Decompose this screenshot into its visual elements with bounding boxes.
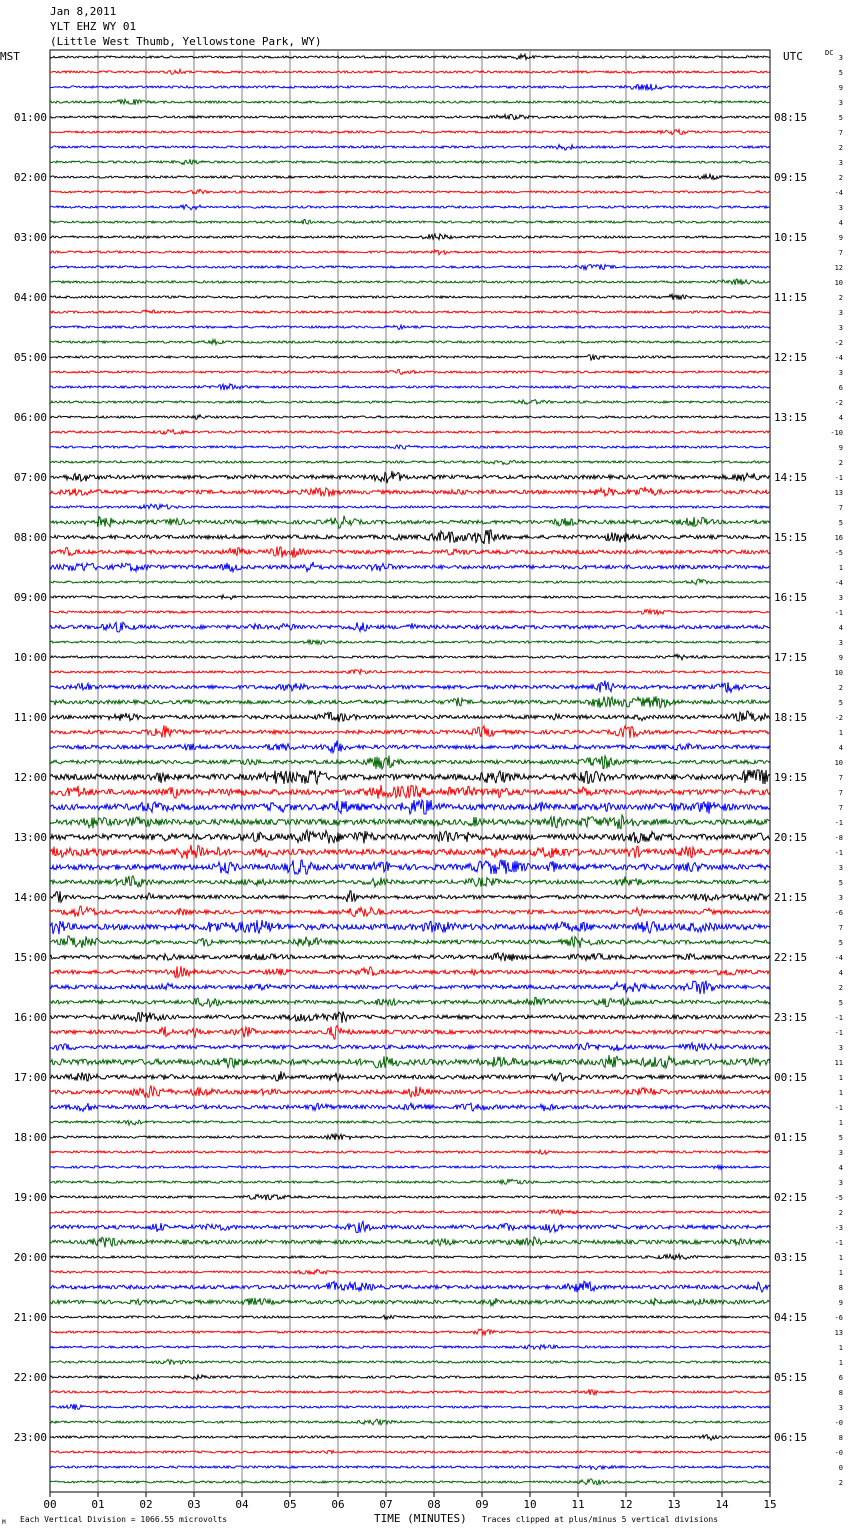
dc-offset-value: 13 (834, 489, 843, 497)
trace-line (50, 69, 770, 74)
trace-line (50, 1329, 770, 1335)
trace-line (50, 516, 770, 529)
trace-line (50, 785, 770, 799)
dc-offset-value: 5 (838, 69, 843, 77)
dc-offset-value: 2 (838, 459, 843, 467)
dc-offset-value: 1 (838, 729, 843, 737)
trace-line (50, 220, 770, 225)
trace-line (50, 1345, 770, 1350)
utc-hour-label: 08:15 (774, 111, 808, 124)
dc-offset-value: 3 (838, 639, 843, 647)
mst-hour-label: 07:00 (13, 471, 47, 484)
utc-hour-label: 09:15 (774, 171, 808, 184)
dc-offset-value: 7 (838, 924, 843, 932)
dc-offset-value: -0 (834, 1449, 843, 1457)
dc-offset-value: 3 (838, 309, 843, 317)
x-tick-label: 11 (571, 1498, 585, 1511)
dc-offset-value: 1 (838, 1359, 843, 1367)
dc-offset-value: 8 (838, 1434, 843, 1442)
dc-offset-value: 3 (838, 594, 843, 602)
mst-hour-label: 22:00 (13, 1371, 47, 1384)
trace-line (50, 860, 770, 874)
dc-offset-value: 3 (838, 159, 843, 167)
dc-offset-value: 7 (838, 789, 843, 797)
mst-hour-label: 20:00 (13, 1251, 47, 1264)
dc-offset-value: 7 (838, 129, 843, 137)
utc-hour-label: 00:15 (774, 1071, 808, 1084)
trace-line (50, 294, 770, 299)
dc-offset-value: -1 (834, 474, 843, 482)
dc-offset-value: 7 (838, 804, 843, 812)
mst-hour-label: 09:00 (13, 591, 47, 604)
dc-offset-value: -2 (834, 339, 843, 347)
dc-offset-value: 9 (838, 654, 843, 662)
utc-hour-label: 14:15 (774, 471, 808, 484)
trace-line (50, 264, 770, 269)
trace-line (50, 562, 770, 572)
trace-line (50, 1237, 770, 1248)
utc-hour-label: 03:15 (774, 1251, 808, 1264)
trace-line (50, 547, 770, 558)
mst-hour-label: 19:00 (13, 1191, 47, 1204)
trace-line (50, 145, 770, 151)
trace-line (50, 460, 770, 464)
trace-line (50, 1281, 770, 1292)
trace-line (50, 920, 770, 934)
trace-line (50, 640, 770, 645)
dc-offset-value: 8 (838, 1389, 843, 1397)
trace-line (50, 1150, 770, 1154)
dc-offset-value: 3 (838, 324, 843, 332)
utc-hour-label: 04:15 (774, 1311, 808, 1324)
dc-offset-value: 3 (838, 369, 843, 377)
trace-line (50, 159, 770, 164)
trace-line (50, 1221, 770, 1232)
trace-line (50, 610, 770, 615)
trace-line (50, 130, 770, 135)
dc-offset-value: 1 (838, 1119, 843, 1127)
dc-offset-value: 5 (838, 1134, 843, 1142)
trace-line (50, 1389, 770, 1395)
trace-line (50, 966, 770, 978)
dc-offset-value: 5 (838, 879, 843, 887)
dc-offset-value: 4 (838, 624, 843, 632)
dc-offset-value: 0 (838, 1464, 843, 1472)
x-tick-label: 08 (427, 1498, 441, 1511)
trace-line (50, 1404, 770, 1410)
mst-hour-label: 18:00 (13, 1131, 47, 1144)
utc-hour-label: 22:15 (774, 951, 808, 964)
dc-offset-value: -0 (834, 1419, 843, 1427)
trace-line (50, 997, 770, 1007)
chart-title: Jan 8,2011 (50, 5, 117, 18)
trace-line (50, 876, 770, 887)
x-tick-label: 10 (523, 1498, 537, 1511)
trace-line (50, 1055, 770, 1068)
trace-line (50, 471, 770, 483)
mst-hour-label: 11:00 (13, 711, 47, 724)
trace-line (50, 340, 770, 345)
trace-line (50, 953, 770, 961)
dc-offset-value: -1 (834, 1014, 843, 1022)
mst-hour-label: 15:00 (13, 951, 47, 964)
scale-note: Each Vertical Division = 1066.55 microvolts (20, 1515, 228, 1524)
dc-offset-value: 4 (838, 1164, 843, 1172)
dc-offset-value: 7 (838, 774, 843, 782)
trace-line (50, 114, 770, 119)
dc-offset-value: 7 (838, 249, 843, 257)
dc-offset-value: -1 (834, 819, 843, 827)
dc-offset-value: 3 (838, 1044, 843, 1052)
mst-hour-label: 21:00 (13, 1311, 47, 1324)
dc-offset-value: -1 (834, 1029, 843, 1037)
dc-offset-value: 3 (838, 204, 843, 212)
dc-offset-value: -3 (834, 1224, 843, 1232)
trace-line (50, 355, 770, 360)
trace-line (50, 1315, 770, 1319)
trace-line (50, 1254, 770, 1260)
dc-offset-value: 8 (838, 1284, 843, 1292)
trace-line (50, 415, 770, 420)
trace-line (50, 891, 770, 903)
dc-offset-value: -2 (834, 714, 843, 722)
trace-line (50, 250, 770, 255)
utc-hour-label: 19:15 (774, 771, 808, 784)
trace-line (50, 906, 770, 917)
dc-offset-value: 2 (838, 144, 843, 152)
trace-line (50, 1374, 770, 1379)
dc-offset-value: 1 (838, 1344, 843, 1352)
mst-hour-label: 16:00 (13, 1011, 47, 1024)
trace-line (50, 205, 770, 210)
utc-hour-label: 06:15 (774, 1431, 808, 1444)
trace-line (50, 1120, 770, 1125)
dc-offset-value: -4 (834, 579, 843, 587)
trace-line (50, 654, 770, 659)
dc-offset-value: 6 (838, 1374, 843, 1382)
trace-line (50, 1435, 770, 1441)
utc-hour-label: 20:15 (774, 831, 808, 844)
trace-line (50, 487, 770, 497)
trace-line (50, 845, 770, 859)
x-tick-label: 07 (379, 1498, 393, 1511)
trace-line (50, 741, 770, 753)
dc-offset-value: 13 (834, 1329, 843, 1337)
dc-offset-value: 4 (838, 969, 843, 977)
x-tick-label: 13 (667, 1498, 681, 1511)
x-tick-label: 15 (763, 1498, 777, 1511)
trace-line (50, 696, 770, 708)
dc-offset-value: 10 (834, 279, 843, 287)
trace-line (50, 711, 770, 722)
dc-offset-value: 2 (838, 684, 843, 692)
mst-hour-label: 13:00 (13, 831, 47, 844)
dc-offset-value: 4 (838, 414, 843, 422)
utc-hour-label: 18:15 (774, 711, 808, 724)
trace-line (50, 530, 770, 544)
trace-line (50, 400, 770, 405)
trace-line (50, 1012, 770, 1023)
trace-line (50, 445, 770, 449)
dc-offset-value: -1 (834, 849, 843, 857)
dc-offset-value: -5 (834, 549, 843, 557)
dc-offset-value: 4 (838, 219, 843, 227)
trace-line (50, 384, 770, 390)
dc-offset-value: 1 (838, 564, 843, 572)
trace-line (50, 99, 770, 105)
mst-hour-label: 14:00 (13, 891, 47, 904)
dc-offset-value: 3 (838, 99, 843, 107)
dc-offset-value: 5 (838, 114, 843, 122)
dc-offset-value: 3 (838, 864, 843, 872)
x-tick-label: 09 (475, 1498, 489, 1511)
trace-line (50, 1298, 770, 1306)
dc-offset-value: -1 (834, 1104, 843, 1112)
trace-line (50, 1359, 770, 1364)
utc-hour-label: 05:15 (774, 1371, 808, 1384)
x-tick-label: 06 (331, 1498, 345, 1511)
trace-line (50, 189, 770, 193)
trace-line (50, 815, 770, 829)
trace-line (50, 1269, 770, 1274)
trace-line (50, 1026, 770, 1039)
trace-line (50, 325, 770, 330)
trace-line (50, 830, 770, 843)
dc-offset-value: -4 (834, 954, 843, 962)
trace-line (50, 1071, 770, 1081)
dc-offset-value: 5 (838, 999, 843, 1007)
trace-line (50, 1043, 770, 1051)
trace-line (50, 981, 770, 994)
trace-line (50, 595, 770, 600)
dc-offset-value: -6 (834, 1314, 843, 1322)
trace-line (50, 1179, 770, 1184)
footer-mark: M (2, 1519, 6, 1526)
dc-offset-value: -4 (834, 354, 843, 362)
trace-line (50, 936, 770, 948)
dc-offset-value: 3 (838, 1404, 843, 1412)
trace-line (50, 579, 770, 585)
trace-line (50, 174, 770, 179)
mst-hour-label: 23:00 (13, 1431, 47, 1444)
utc-hour-label: 16:15 (774, 591, 808, 604)
dc-offset-value: -6 (834, 909, 843, 917)
dc-offset-value: 10 (834, 669, 843, 677)
trace-line (50, 1103, 770, 1111)
trace-line (50, 681, 770, 693)
trace-line (50, 279, 770, 285)
x-tick-label: 05 (283, 1498, 297, 1511)
trace-line (50, 1210, 770, 1215)
trace-line (50, 756, 770, 769)
dc-offset-value: 2 (838, 174, 843, 182)
mst-hour-label: 03:00 (13, 231, 47, 244)
station-code: YLT EHZ WY 01 (50, 20, 137, 33)
mst-hour-label: 17:00 (13, 1071, 47, 1084)
dc-offset-value: 9 (838, 1299, 843, 1307)
dc-offset-value: 12 (834, 264, 843, 272)
dc-offset-value: 9 (838, 444, 843, 452)
trace-line (50, 504, 770, 509)
trace-line (50, 770, 770, 784)
trace-line (50, 54, 770, 59)
trace-line (50, 1134, 770, 1140)
x-axis-title: TIME (MINUTES) (374, 1512, 467, 1525)
dc-offset-value: 6 (838, 384, 843, 392)
utc-hour-label: 02:15 (774, 1191, 808, 1204)
trace-line (50, 1451, 770, 1454)
dc-offset-value: 2 (838, 294, 843, 302)
dc-offset-value: 2 (838, 984, 843, 992)
utc-hour-label: 01:15 (774, 1131, 808, 1144)
trace-line (50, 1165, 770, 1169)
mst-hour-label: 01:00 (13, 111, 47, 124)
dc-offset-value: 4 (838, 744, 843, 752)
x-tick-label: 04 (235, 1498, 249, 1511)
trace-line (50, 725, 770, 738)
x-tick-label: 00 (43, 1498, 57, 1511)
dc-offset-value: 3 (838, 54, 843, 62)
dc-offset-value: -2 (834, 399, 843, 407)
dc-offset-value: 5 (838, 519, 843, 527)
dc-offset-value: -4 (834, 189, 843, 197)
dc-offset-value: 1 (838, 1254, 843, 1262)
clip-note: Traces clipped at plus/minus 5 vertical divisions (482, 1515, 719, 1524)
utc-hour-label: 15:15 (774, 531, 808, 544)
trace-line (50, 669, 770, 674)
x-tick-label: 03 (187, 1498, 201, 1511)
station-location: (Little West Thumb, Yellowstone Park, WY) (50, 35, 322, 48)
mst-hour-label: 08:00 (13, 531, 47, 544)
dc-offset-value: 9 (838, 234, 843, 242)
x-tick-label: 02 (139, 1498, 153, 1511)
dc-offset-value: 1 (838, 1269, 843, 1277)
dc-offset-value: 3 (838, 1149, 843, 1157)
trace-line (50, 1085, 770, 1097)
dc-offset-value: 3 (838, 1179, 843, 1187)
utc-axis-label: UTC (783, 50, 803, 63)
x-tick-label: 14 (715, 1498, 729, 1511)
trace-line (50, 1194, 770, 1200)
utc-hour-label: 13:15 (774, 411, 808, 424)
utc-hour-label: 17:15 (774, 651, 808, 664)
utc-hour-label: 10:15 (774, 231, 808, 244)
x-tick-label: 12 (619, 1498, 633, 1511)
dc-offset-value: 2 (838, 1209, 843, 1217)
utc-hour-label: 23:15 (774, 1011, 808, 1024)
dc-offset-value: 5 (838, 699, 843, 707)
mst-axis-label: MST (0, 50, 20, 63)
trace-line (50, 1419, 770, 1425)
dc-offset-value: 2 (838, 1479, 843, 1487)
dc-offset-value: 5 (838, 939, 843, 947)
mst-hour-label: 10:00 (13, 651, 47, 664)
trace-line (50, 310, 770, 313)
dc-offset-value: 3 (838, 894, 843, 902)
dc-offset-value: 1 (838, 1074, 843, 1082)
mst-hour-label: 12:00 (13, 771, 47, 784)
dc-offset-value: 1 (838, 1089, 843, 1097)
trace-line (50, 370, 770, 375)
dc-column-label: DC (825, 49, 834, 57)
trace-line (50, 622, 770, 632)
dc-offset-value: -1 (834, 609, 843, 617)
mst-hour-label: 04:00 (13, 291, 47, 304)
dc-offset-value: -5 (834, 1194, 843, 1202)
trace-line (50, 800, 770, 814)
trace-line (50, 84, 770, 91)
utc-hour-label: 21:15 (774, 891, 808, 904)
utc-hour-label: 11:15 (774, 291, 808, 304)
trace-line (50, 1465, 770, 1469)
dc-offset-value: -10 (830, 429, 843, 437)
trace-line (50, 430, 770, 435)
dc-offset-value: 16 (834, 534, 843, 542)
dc-offset-value: -1 (834, 1239, 843, 1247)
x-tick-label: 01 (91, 1498, 105, 1511)
dc-offset-value: 10 (834, 759, 843, 767)
mst-hour-label: 05:00 (13, 351, 47, 364)
utc-hour-label: 12:15 (774, 351, 808, 364)
mst-hour-label: 02:00 (13, 171, 47, 184)
dc-offset-value: 11 (834, 1059, 843, 1067)
mst-hour-label: 06:00 (13, 411, 47, 424)
dc-offset-value: 7 (838, 504, 843, 512)
dc-offset-value: -8 (834, 834, 843, 842)
trace-line (50, 1479, 770, 1485)
dc-offset-value: 9 (838, 84, 843, 92)
trace-line (50, 234, 770, 240)
